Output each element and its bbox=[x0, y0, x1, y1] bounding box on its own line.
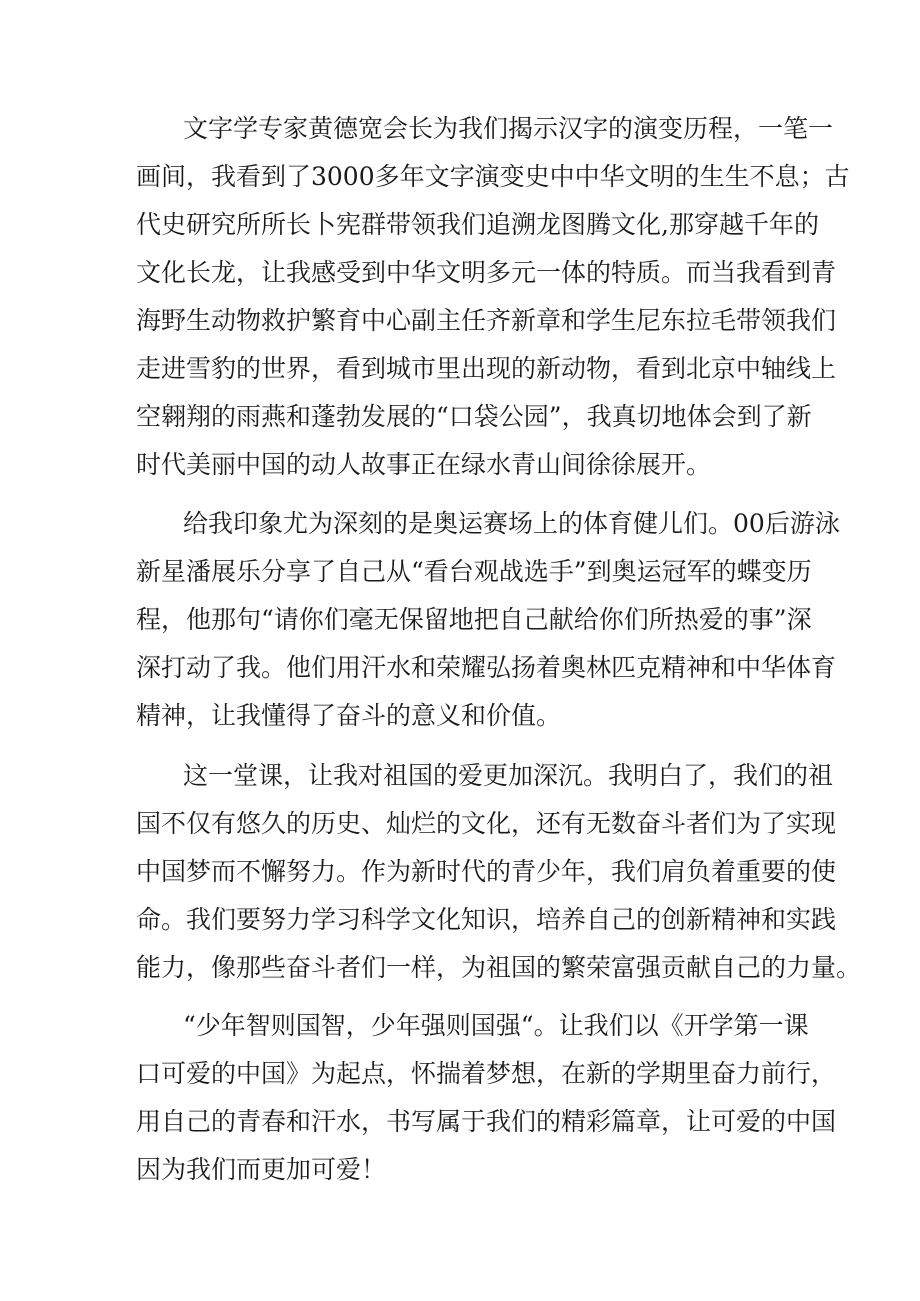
paragraph-3-line-1: 这一堂课，让我对祖国的爱更加深沉。我明白了，我们的祖 bbox=[183, 761, 834, 790]
paragraph-4-line-1: “少年智则国智，少年强则国强“。让我们以《开学第一课 bbox=[183, 1011, 809, 1040]
paragraph-2-line-5: 精神，让我懂得了奋斗的意义和价值。 bbox=[136, 701, 562, 730]
paragraph-1-line-8: 时代美丽中国的动人故事正在绿水青山间徐徐展开。 bbox=[136, 450, 712, 479]
paragraph-1-line-7: 空翱翔的雨燕和蓬勃发展的“口袋公园”，我真切地体会到了新 bbox=[136, 402, 812, 431]
paragraph-4-line-4: 因为我们而更加可爱！ bbox=[136, 1155, 387, 1184]
paragraph-1-line-5: 海野生动物救护繁育中心副主任齐新章和学生尼东拉毛带领我们 bbox=[136, 306, 837, 335]
paragraph-1-line-2: 画间，我看到了3000多年文字演变史中中华文明的生生不息；古 bbox=[136, 162, 850, 191]
paragraph-2-line-2: 新星潘展乐分享了自己从“看台观战选手”到奥运冠军的蝶变历 bbox=[136, 557, 812, 586]
paragraph-1-line-3: 代史研究所所长卜宪群带领我们追溯龙图腾文化,那穿越千年的 bbox=[136, 210, 819, 239]
paragraph-4-line-3: 用自己的青春和汗水，书写属于我们的精彩篇章，让可爱的中国 bbox=[136, 1107, 837, 1136]
paragraph-1-line-4: 文化长龙，让我感受到中华文明多元一体的特质。而当我看到青 bbox=[136, 258, 837, 287]
paragraph-2-line-1: 给我印象尤为深刻的是奥运赛场上的体育健儿们。00后游泳 bbox=[183, 509, 840, 538]
paragraph-3-line-4: 命。我们要努力学习科学文化知识，培养自己的创新精神和实践 bbox=[136, 905, 837, 934]
paragraph-1-line-1: 文字学专家黄德宽会长为我们揭示汉字的演变历程，一笔一 bbox=[183, 114, 834, 143]
paragraph-2-line-4: 深打动了我。他们用汗水和荣耀弘扬着奥林匹克精神和中华体育 bbox=[136, 653, 837, 682]
paragraph-3-line-5: 能力，像那些奋斗者们一样，为祖国的繁荣富强贡献自己的力量。 bbox=[136, 953, 862, 982]
paragraph-3-line-3: 中国梦而不懈努力。作为新时代的青少年，我们肩负着重要的使 bbox=[136, 857, 837, 886]
paragraph-4-line-2: 口可爱的中国》为起点，怀揣着梦想，在新的学期里奋力前行， bbox=[136, 1059, 837, 1088]
paragraph-1-line-6: 走进雪豹的世界，看到城市里出现的新动物，看到北京中轴线上 bbox=[136, 354, 837, 383]
paragraph-3-line-2: 国不仅有悠久的历史、灿烂的文化，还有无数奋斗者们为了实现 bbox=[136, 809, 837, 838]
paragraph-2-line-3: 程，他那句“请你们毫无保留地把自己献给你们所热爱的事”深 bbox=[136, 605, 812, 634]
